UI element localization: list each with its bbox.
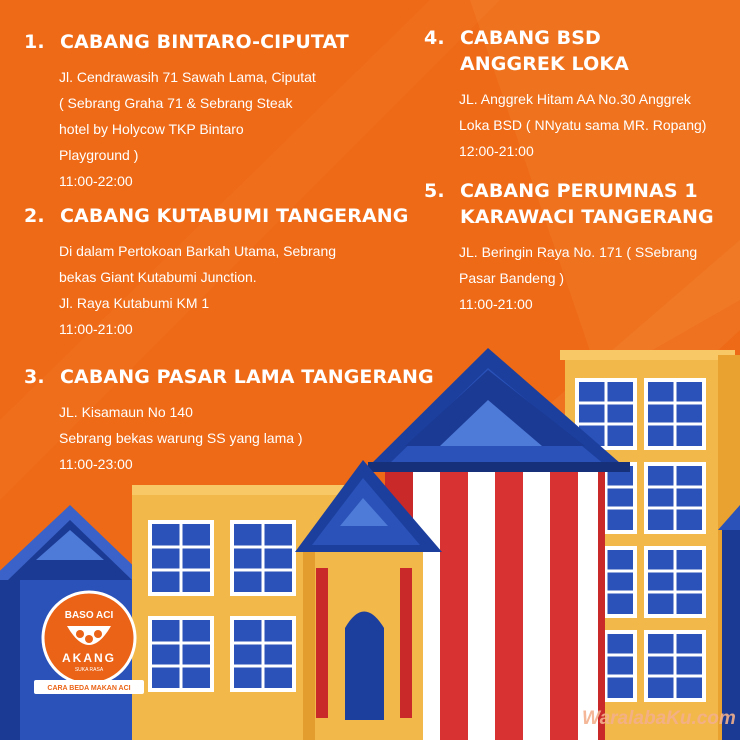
logo-ribbon-text: CARA BEDA MAKAN ACI: [47, 685, 131, 692]
branch-2-details: [59, 238, 408, 342]
branch-2-note: bekas Giant Kutabumi Junction.: [59, 269, 257, 285]
branch-1-number: 1.: [24, 31, 45, 53]
baso-aci-akang-logo: [30, 590, 148, 702]
branch-4-title: [424, 25, 706, 77]
branch-4-hours: 12:00-21:00: [459, 143, 534, 159]
branch-3-address: JL. Kisamaun No 140: [59, 404, 193, 420]
logo-sub: SUKA RASA: [74, 667, 104, 673]
branch-2-number: 2.: [24, 205, 45, 227]
branch-5: [424, 178, 714, 317]
branch-3-number: 3.: [24, 366, 45, 388]
branch-4-note: Loka BSD ( NNyatu sama MR. Ropang): [459, 117, 707, 133]
branch-5-details: [459, 239, 714, 317]
branch-1-note: ( Sebrang Graha 71 & Sebrang Steak: [59, 95, 293, 111]
branch-5-address: JL. Beringin Raya No. 171 ( SSebrang: [459, 244, 698, 260]
watermark-text: WaralabaKu.com: [582, 708, 736, 729]
branch-3-note: Sebrang bekas warung SS yang lama ): [59, 430, 303, 446]
branch-5-number: 5.: [424, 180, 445, 202]
branch-5-title: [424, 178, 714, 230]
branch-2: [24, 203, 408, 342]
branch-5-note: Pasar Bandeng ): [459, 270, 565, 286]
branch-4-number: 4.: [424, 27, 445, 49]
branch-1-details: [59, 64, 349, 194]
branch-3-title: [24, 364, 434, 390]
branch-4-address: JL. Anggrek Hitam AA No.30 Anggrek: [459, 91, 691, 107]
branch-1-title: [24, 29, 349, 55]
branch-5-name: CABANG PERUMNAS 1 KARAWACI TANGERANG: [460, 180, 714, 228]
branch-5-hours: 11:00-21:00: [459, 296, 533, 312]
branch-2-street: Jl. Raya Kutabumi KM 1: [59, 295, 210, 311]
branch-1-address: Jl. Cendrawasih 71 Sawah Lama, Ciputat: [59, 69, 316, 85]
logo-brand: AKANG: [62, 651, 116, 665]
branch-1: [24, 29, 349, 194]
branch-1-note: Playground ): [59, 147, 139, 163]
branch-2-name: CABANG KUTABUMI TANGERANG: [60, 205, 409, 227]
branch-3: [24, 364, 434, 477]
branch-4: [424, 25, 706, 164]
branch-3-hours: 11:00-23:00: [59, 456, 133, 472]
branch-4-details: [459, 86, 706, 164]
branch-1-note: hotel by Holycow TKP Bintaro: [59, 121, 244, 137]
branch-3-name: CABANG PASAR LAMA TANGERANG: [60, 366, 434, 388]
branch-1-hours: 11:00-22:00: [59, 173, 133, 189]
branch-2-title: [24, 203, 408, 229]
branch-4-name: CABANG BSD ANGGREK LOKA: [460, 27, 629, 75]
branch-2-hours: 11:00-21:00: [59, 321, 133, 337]
branch-2-address: Di dalam Pertokoan Barkah Utama, Sebrang: [59, 243, 337, 259]
branch-3-details: [59, 399, 434, 477]
branch-1-name: CABANG BINTARO-CIPUTAT: [60, 31, 349, 53]
logo-top-text: BASO ACI: [64, 610, 114, 621]
